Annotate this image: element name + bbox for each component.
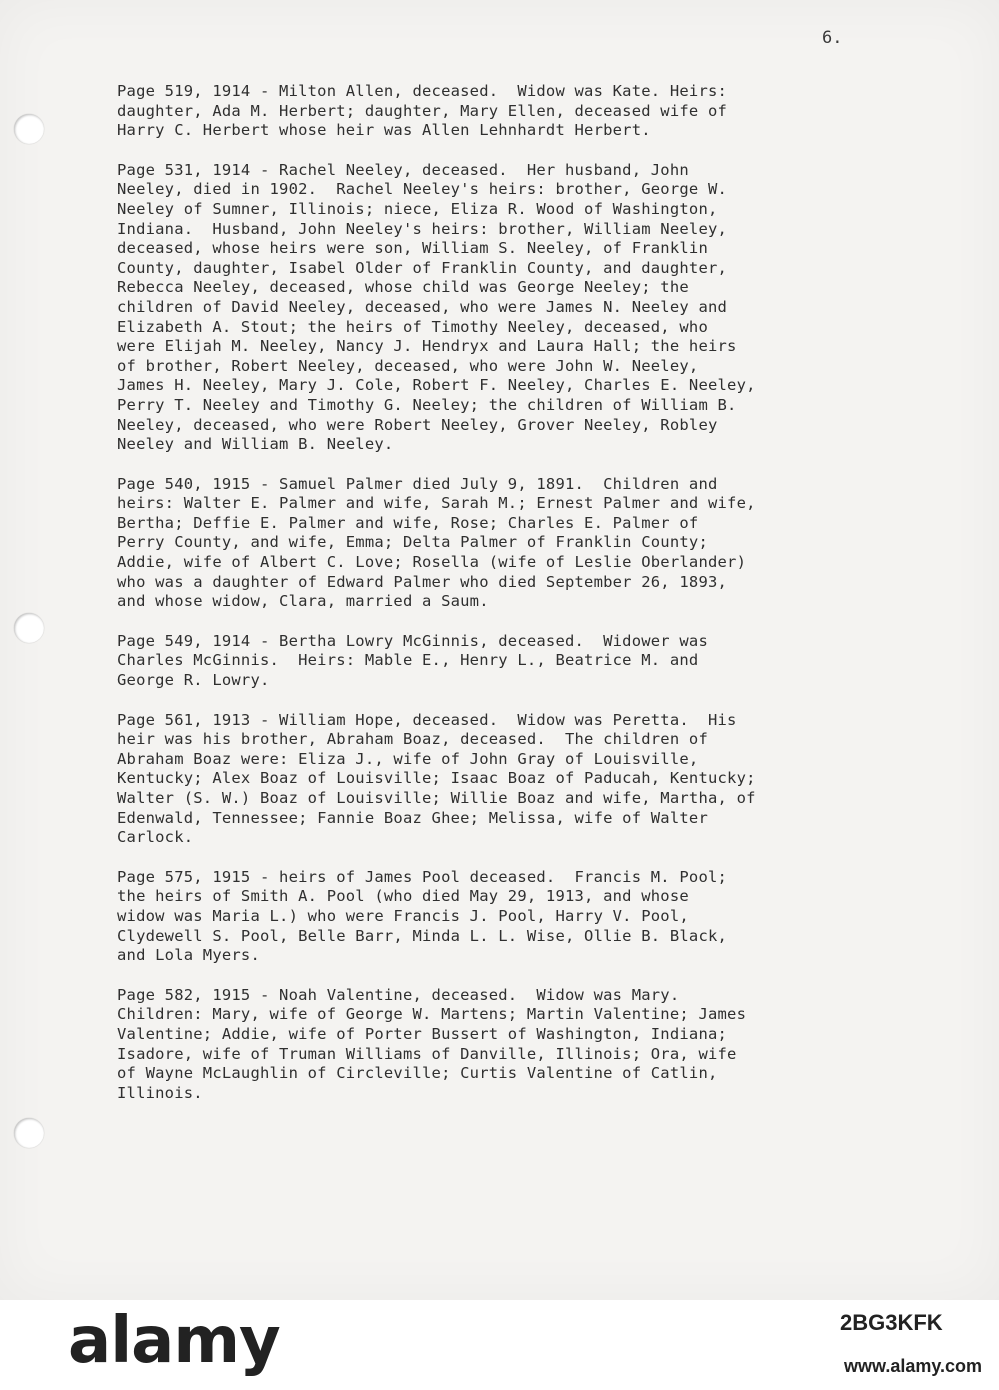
entry-line: of Wayne McLaughlin of Circleville; Curtis Valentine of Catlin, [117,1064,718,1083]
page-number: 6. [822,28,843,48]
record-entry [117,161,917,455]
entry-line: Page 561, 1913 - William Hope, deceased. Widow was Peretta. His [117,710,737,729]
entry-line: County, daughter, Isabel Older of Franklin County, and daughter, [117,258,728,277]
entry-line: Neeley and William B. Neeley. [117,435,394,454]
entry-line: Neeley, died in 1902. Rachel Neeley's heirs: brother, George W. [117,180,728,199]
entry-line: Carlock. [117,828,194,847]
entry-line: Clydewell S. Pool, Belle Barr, Minda L. L. Wise, Ollie B. Black, [117,926,728,945]
entry-line: Children: Mary, wife of George W. Martens; Martin Valentine; James [117,1005,747,1024]
entry-line: Page 575, 1915 - heirs of James Pool deceased. Francis M. Pool; [117,867,728,886]
entry-line: Abraham Boaz were: Eliza J., wife of John Gray of Louisville, [117,749,699,768]
watermark-image-code: 2BG3KFK [840,1310,943,1335]
entry-line: Page 519, 1914 - Milton Allen, deceased. Widow was Kate. Heirs: [117,82,728,100]
entry-line: Edenwald, Tennessee; Fannie Boaz Ghee; Melissa, wife of Walter [117,808,708,827]
entry-line: Neeley, deceased, who were Robert Neeley, Grover Neeley, Robley [117,415,718,434]
entry-line: George R. Lowry. [117,671,270,690]
entry-line: of brother, Robert Neeley, deceased, who were John W. Neeley, [117,356,699,375]
entry-line: Addie, wife of Albert C. Love; Rosella (wife of Leslie Oberlander) [117,553,747,572]
entry-line: were Elijah M. Neeley, Nancy J. Hendryx and Laura Hall; the heirs [117,337,737,356]
entry-line: heir was his brother, Abraham Boaz, deceased. The children of [117,730,708,749]
entry-line: daughter, Ada M. Herbert; daughter, Mary Ellen, deceased wife of [117,101,728,120]
watermark-url: www.alamy.com [844,1356,983,1376]
entry-line: Illinois. [117,1083,203,1102]
entry-line: Harry C. Herbert whose heir was Allen Lehnhardt Herbert. [117,121,651,140]
record-entry [117,868,917,966]
punch-hole [14,1118,44,1148]
entry-line: Perry T. Neeley and Timothy G. Neeley; the children of William B. [117,395,737,414]
record-entries [117,82,917,1123]
entry-line: and whose widow, Clara, married a Saum. [117,592,489,611]
watermark-logo: alamy [68,1304,280,1378]
entry-line: James H. Neeley, Mary J. Cole, Robert F. Neeley, Charles E. Neeley, [117,376,756,395]
entry-line: Kentucky; Alex Boaz of Louisville; Isaac Boaz of Paducah, Kentucky; [117,769,756,788]
entry-line: Elizabeth A. Stout; the heirs of Timothy Neeley, deceased, who [117,317,708,336]
entry-line: deceased, whose heirs were son, William S. Neeley, of Franklin [117,239,708,258]
record-entry [117,711,917,848]
entry-line: the heirs of Smith A. Pool (who died May 29, 1913, and whose [117,887,689,906]
entry-line: Indiana. Husband, John Neeley's heirs: brother, William Neeley, [117,219,728,238]
entry-line: Valentine; Addie, wife of Porter Bussert of Washington, Indiana; [117,1024,728,1043]
entry-line: Bertha; Deffie E. Palmer and wife, Rose; Charles E. Palmer of [117,513,699,532]
record-entry [117,632,917,691]
entry-line: Perry County, and wife, Emma; Delta Palmer of Franklin County; [117,533,708,552]
entry-line: Neeley of Sumner, Illinois; niece, Eliza R. Wood of Washington, [117,199,718,218]
entry-line: Isadore, wife of Truman Williams of Danville, Illinois; Ora, wife [117,1044,737,1063]
entry-line: and Lola Myers. [117,946,260,965]
entry-line: Page 540, 1915 - Samuel Palmer died July 9, 1891. Children and [117,474,718,493]
entry-line: widow was Maria L.) who were Francis J. Pool, Harry V. Pool, [117,906,689,925]
entry-line: Rebecca Neeley, deceased, whose child was George Neeley; the [117,278,689,297]
entry-line: Page 531, 1914 - Rachel Neeley, deceased. Her husband, John [117,160,689,179]
punch-hole [14,114,44,144]
record-entry [117,82,917,141]
punch-hole [14,613,44,643]
entry-line: Charles McGinnis. Heirs: Mable E., Henry L., Beatrice M. and [117,651,699,670]
record-entry [117,986,917,1104]
entry-line: Page 582, 1915 - Noah Valentine, deceased. Widow was Mary. [117,985,680,1004]
entry-line: children of David Neeley, deceased, who were James N. Neeley and [117,297,728,316]
entry-line: Walter (S. W.) Boaz of Louisville; Willie Boaz and wife, Martha, of [117,789,756,807]
entry-line: who was a daughter of Edward Palmer who died September 26, 1893, [117,572,728,591]
entry-line: heirs: Walter E. Palmer and wife, Sarah M.; Ernest Palmer and wife, [117,494,756,513]
entry-line: Page 549, 1914 - Bertha Lowry McGinnis, deceased. Widower was [117,631,708,650]
record-entry [117,475,917,612]
